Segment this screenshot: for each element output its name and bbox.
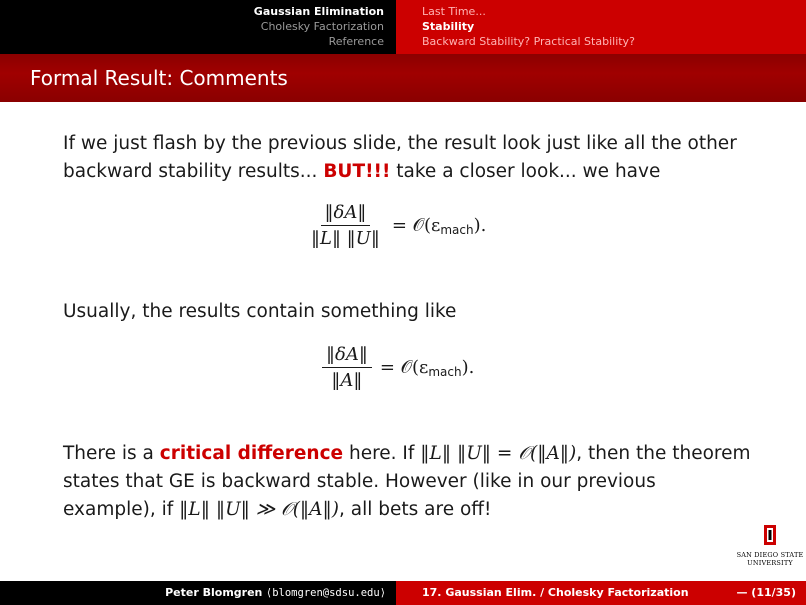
critical-text-here: here. If [348, 443, 415, 464]
author-email: ⟨blomgren@sdsu.edu⟩ [265, 587, 386, 599]
rhs-close: ). [473, 214, 487, 236]
emphasis-but: BUT!!! [323, 161, 391, 182]
logo-text-line1: SAN DIEGO STATE [736, 551, 804, 559]
critical-text-start: There is a [63, 443, 154, 464]
paragraph-critical [63, 440, 753, 524]
logo-text-line2: UNIVERSITY [747, 559, 793, 567]
footer-author [0, 581, 396, 605]
university-logo [735, 525, 805, 567]
nav-subsection-backward-stability[interactable]: Backward Stability? Practical Stability? [422, 35, 635, 48]
author-name: Peter Blomgren [165, 586, 263, 599]
rhs-subscript: mach [428, 364, 462, 379]
nav-section-gaussian-elimination[interactable]: Gaussian Elimination [253, 5, 384, 18]
nav-subsection-stability[interactable]: Stability [422, 20, 475, 33]
nav-section-reference[interactable]: Reference [328, 35, 384, 48]
frame-title: Formal Result: Comments [0, 54, 806, 102]
fraction-numerator: ‖δA‖ [322, 344, 372, 368]
equation-lu-bound [307, 202, 486, 249]
rhs-close: ). [461, 356, 475, 378]
fraction-a [322, 344, 372, 391]
rhs-main: = 𝒪(ε [391, 214, 441, 236]
footer-bar [0, 581, 806, 605]
navigation-bar [0, 0, 806, 54]
fraction-denominator: ‖A‖ [331, 370, 363, 391]
inline-math-equal: ‖L‖ ‖U‖ = 𝒪(‖A‖) [420, 443, 577, 464]
critical-text-mid: , then the theorem states that GE is backward stable. However (like in our previous example), if [63, 443, 751, 520]
sdsu-shield-icon [764, 525, 776, 545]
equation-a-bound [322, 344, 474, 391]
nav-subsection-last-time[interactable]: Last Time... [422, 5, 486, 18]
intro-text: If we just flash by the previous slide, the result look just like all the other backward stability results... [63, 133, 737, 182]
critical-text-end: , all bets are off! [339, 499, 492, 520]
rhs-subscript: mach [440, 222, 474, 237]
equation-rhs [392, 215, 487, 237]
emphasis-critical-difference: critical difference [159, 443, 344, 464]
page-number: — (11/35) [736, 586, 796, 599]
rhs-main: = 𝒪(ε [379, 356, 429, 378]
inline-math-much-greater: ‖L‖ ‖U‖ ≫ 𝒪(‖A‖) [179, 499, 339, 520]
nav-section-cholesky-factorization[interactable]: Cholesky Factorization [260, 20, 384, 33]
intro-text-end: take a closer look... we have [396, 161, 661, 182]
section-nav [0, 0, 396, 54]
fraction-lu [307, 202, 384, 249]
fraction-denominator: ‖L‖ ‖U‖ [311, 228, 380, 249]
fraction-numerator: ‖δA‖ [321, 202, 371, 226]
paragraph-usually: Usually, the results contain something like [63, 301, 457, 322]
subsection-nav [396, 0, 806, 54]
equation-rhs [380, 357, 475, 379]
lecture-title: 17. Gaussian Elim. / Cholesky Factorization [422, 586, 689, 599]
footer-lecture-info [396, 581, 806, 605]
paragraph-intro [63, 130, 753, 186]
